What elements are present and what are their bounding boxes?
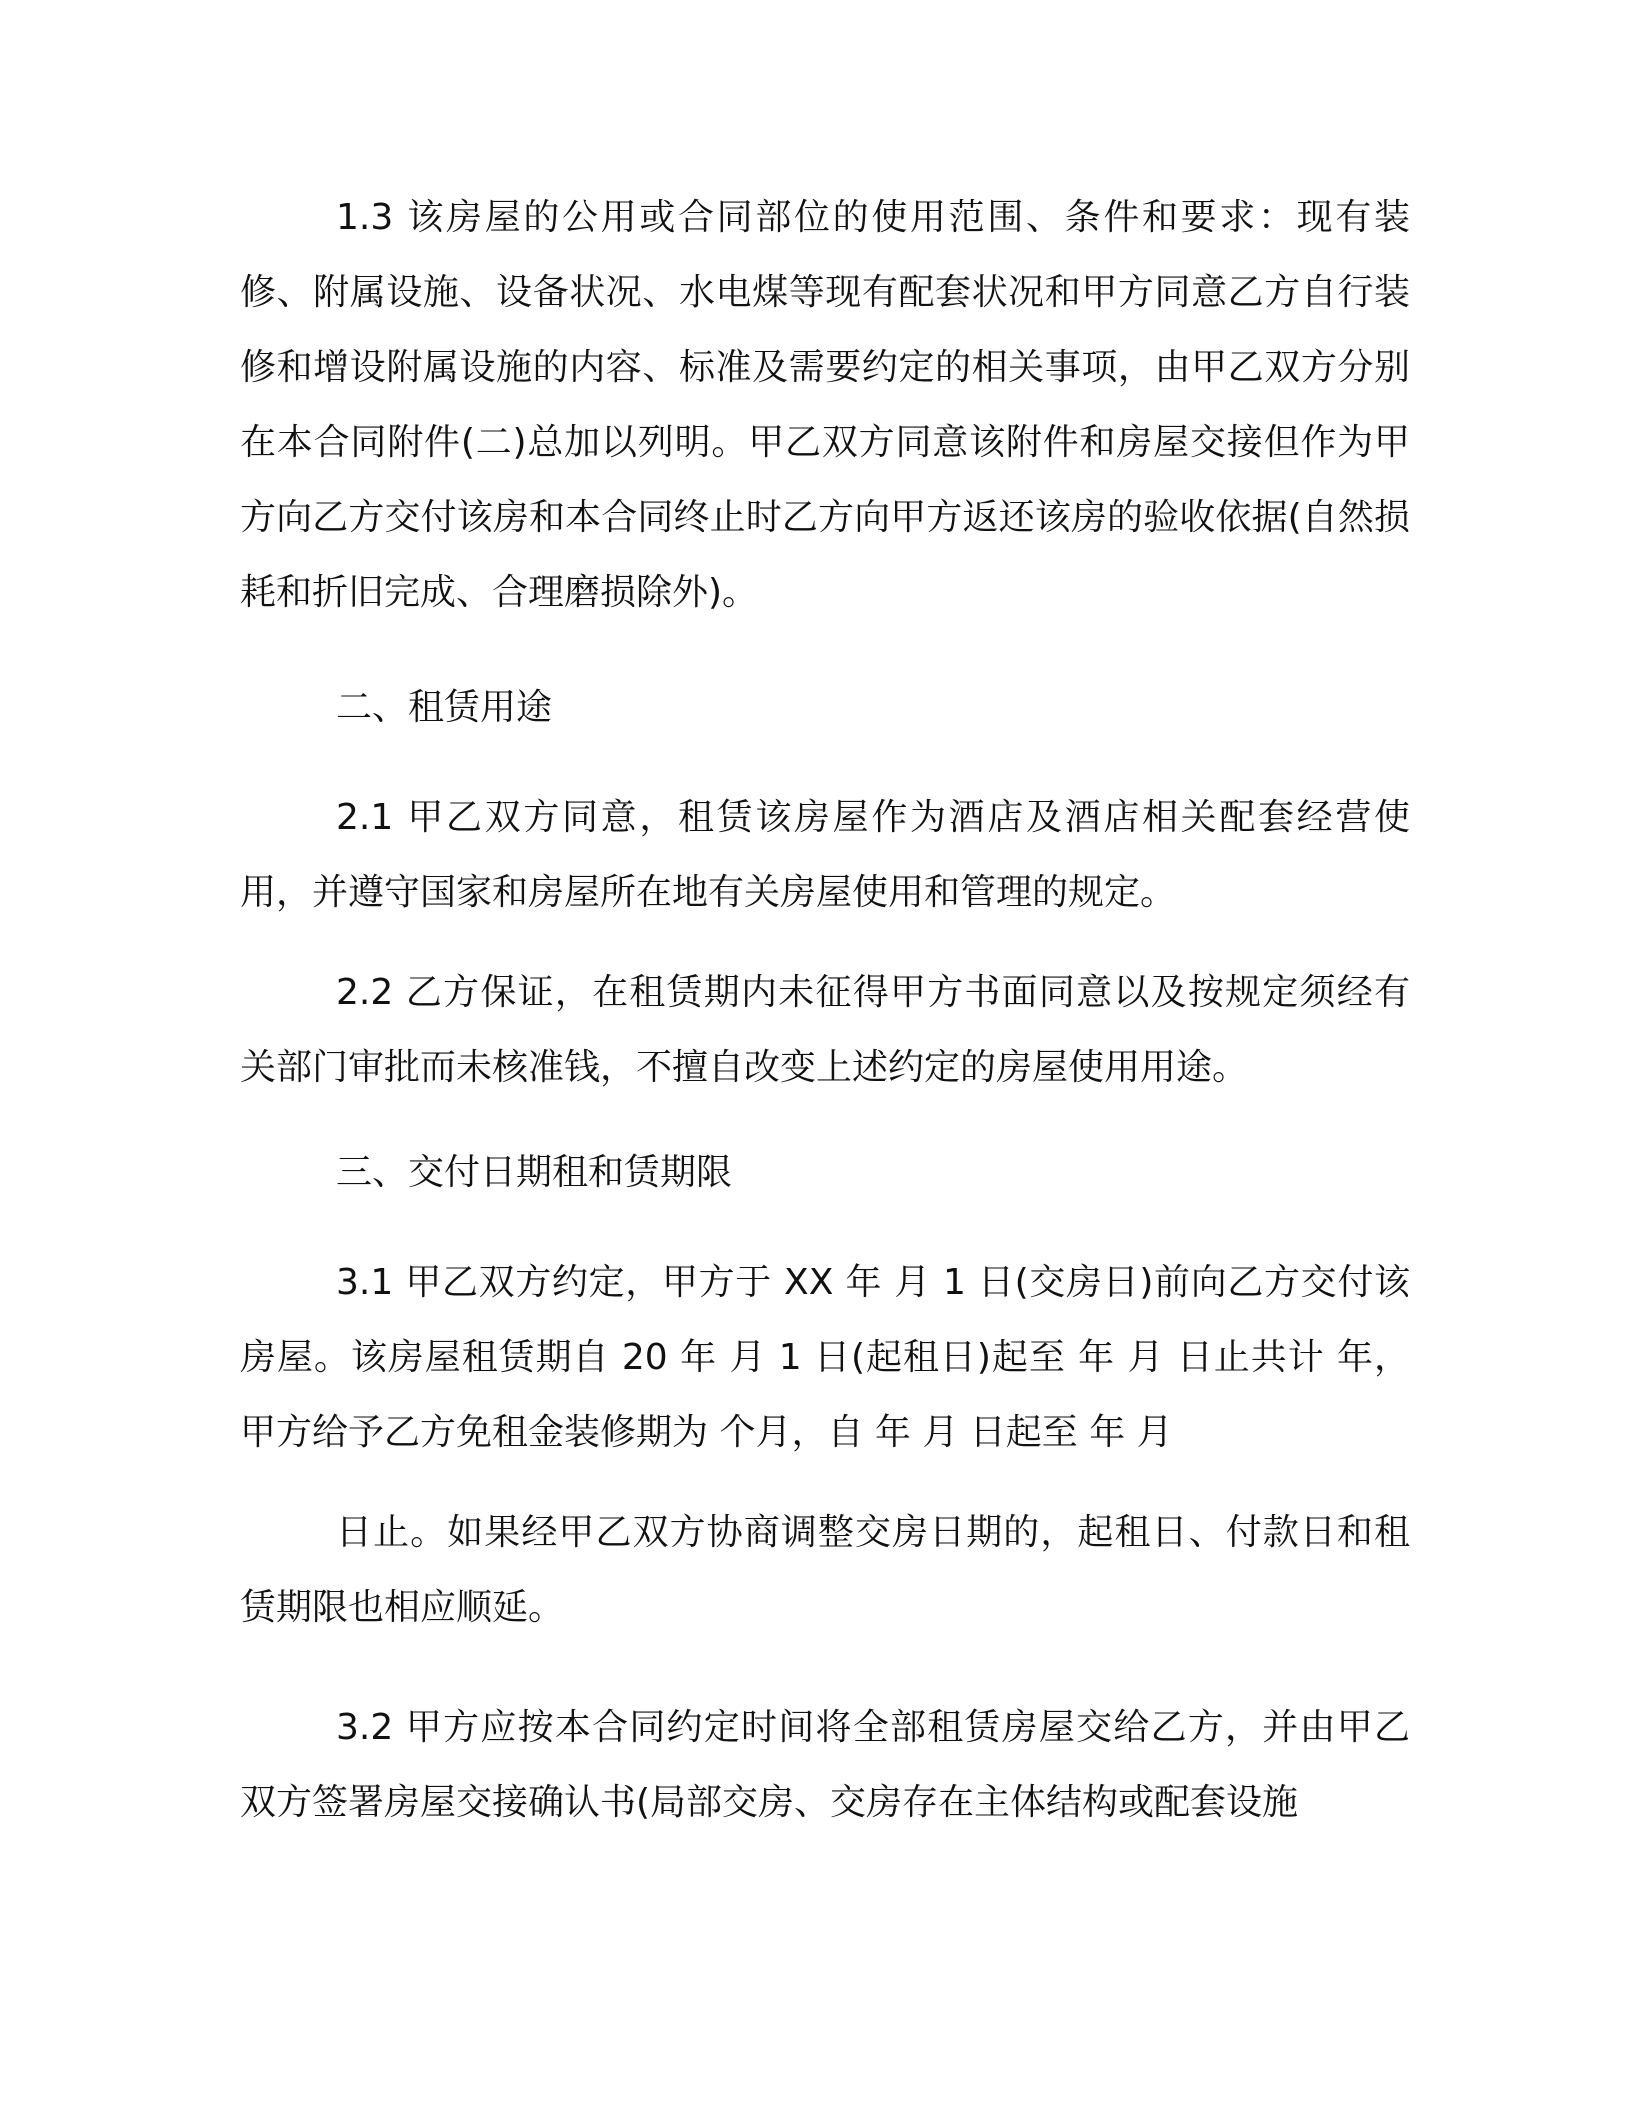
clause-3-2-text: 3.2 甲方应按本合同约定时间将全部租赁房屋交给乙方，并由甲乙双方签署房屋交接确认书(局部交房、交房存在主体结构或配套设施 (240, 1707, 1410, 1823)
section-3-heading (240, 1135, 1410, 1210)
section-2-title: 二、租赁用途 (336, 687, 553, 728)
clause-3-1 (240, 1245, 1410, 1470)
clause-3-1-continued-text: 日止。如果经甲乙双方协商调整交房日期的，起租日、付款日和租赁期限也相应顺延。 (240, 1512, 1410, 1628)
section-3-title: 三、交付日期租和赁期限 (336, 1152, 733, 1193)
clause-3-2 (240, 1690, 1410, 1840)
clause-1-3 (240, 180, 1410, 630)
clause-1-3-text: 1.3 该房屋的公用或合同部位的使用范围、条件和要求：现有装修、附属设施、设备状况、水电煤等现有配套状况和甲方同意乙方自行装修和增设附属设施的内容、标准及需要约定的相关事项，由甲乙双方分别在本合同附件(二)总加以列明。甲乙双方同意该附件和房屋交接但作为甲方向乙方交付该房和本合同终止时乙方向甲方返还该房的验收依据(自然损耗和折旧完成、合理磨损除外)。 (240, 197, 1410, 613)
clause-2-2 (240, 955, 1410, 1105)
clause-2-2-text: 2.2 乙方保证，在租赁期内未征得甲方书面同意以及按规定须经有关部门审批而未核准钱，不擅自改变上述约定的房屋使用用途。 (240, 972, 1410, 1088)
clause-3-1-text: 3.1 甲乙双方约定，甲方于 XX 年 月 1 日(交房日)前向乙方交付该房屋。该房屋租赁期自 20 年 月 1 日(起租日)起至 年 月 日止共计 年，甲方给予乙方免租金装修期为 个月，自 年 月 日起至 年 月 (240, 1262, 1410, 1453)
clause-3-1-continued (240, 1495, 1410, 1645)
clause-2-1-text: 2.1 甲乙双方同意，租赁该房屋作为酒店及酒店相关配套经营使用，并遵守国家和房屋所在地有关房屋使用和管理的规定。 (240, 797, 1410, 913)
clause-2-1 (240, 780, 1410, 930)
section-2-heading (240, 670, 1410, 745)
